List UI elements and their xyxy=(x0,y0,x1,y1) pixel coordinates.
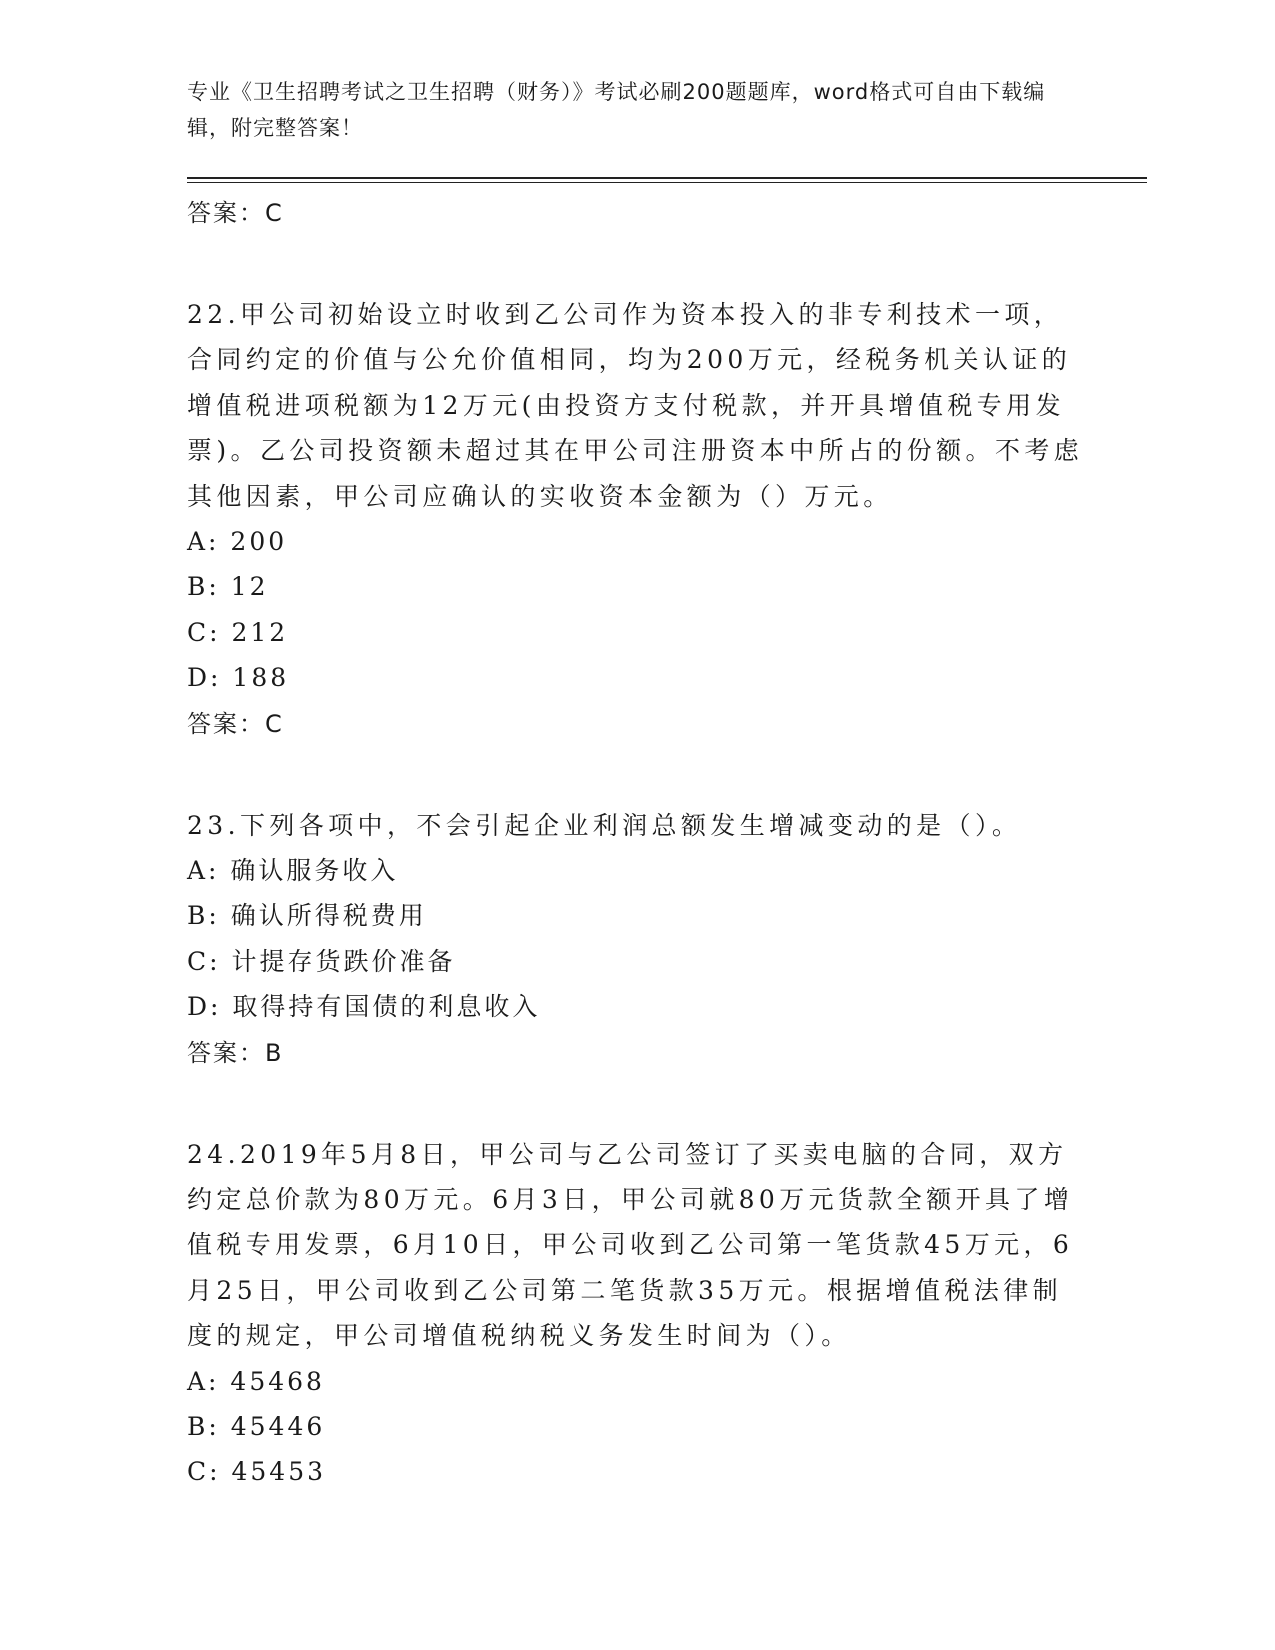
question-list xyxy=(187,190,1087,1495)
option-c: C: 212 xyxy=(187,617,289,647)
question-text: 22.甲公司初始设立时收到乙公司作为资本投入的非专利技术一项，合同约定的价值与公允价值相同，均为200万元，经税务机关认证的增值税进项税额为12万元(由投资方支付税款，并开具增值税专用发票)。乙公司投资额未超过其在甲公司注册资本中所占的份额。不考虑其他因素，甲公司应确认的实收资本金额为（）万元。 xyxy=(187,300,1084,511)
option-a: A: 45468 xyxy=(187,1366,325,1396)
spacer xyxy=(187,1076,1087,1132)
option-b: B: 45446 xyxy=(187,1411,326,1441)
previous-answer: 答案：C xyxy=(187,199,284,227)
question-text: 24.2019年5月8日，甲公司与乙公司签订了买卖电脑的合同，双方约定总价款为80万元。6月3日，甲公司就80万元货款全额开具了增值税专用发票，6月10日，甲公司收到乙公司第一笔货款45万元，6月25日，甲公司收到乙公司第二笔货款35万元。根据增值税法律制度的规定，甲公司增值税纳税义务发生时间为（）。 xyxy=(187,1139,1074,1351)
answer-line: 答案：B xyxy=(187,1038,284,1067)
question-block xyxy=(187,292,1087,747)
question-block xyxy=(187,803,1087,1076)
spacer xyxy=(187,236,1087,292)
option-b: B: 确认所得税费用 xyxy=(187,901,427,931)
header-divider-thin xyxy=(187,182,1147,183)
option-c: C: 计提存货跌价准备 xyxy=(187,946,456,976)
option-a: A: 确认服务收入 xyxy=(187,856,399,885)
option-a: A: 200 xyxy=(187,527,288,557)
spacer xyxy=(187,747,1087,803)
document-header: 专业《卫生招聘考试之卫生招聘（财务）》考试必刷200题题库，word格式可自由下载编辑，附完整答案！ xyxy=(187,80,1046,140)
option-c: C: 45453 xyxy=(187,1457,327,1487)
option-b: B: 12 xyxy=(187,572,269,602)
option-d: D: 取得持有国债的利息收入 xyxy=(187,992,541,1022)
question-block xyxy=(187,1132,1087,1495)
option-d: D: 188 xyxy=(187,663,290,693)
question-text: 23.下列各项中，不会引起企业利润总额发生增减变动的是（）。 xyxy=(187,810,1022,840)
answer-line: 答案：C xyxy=(187,709,284,738)
header-divider-thick xyxy=(187,177,1147,179)
